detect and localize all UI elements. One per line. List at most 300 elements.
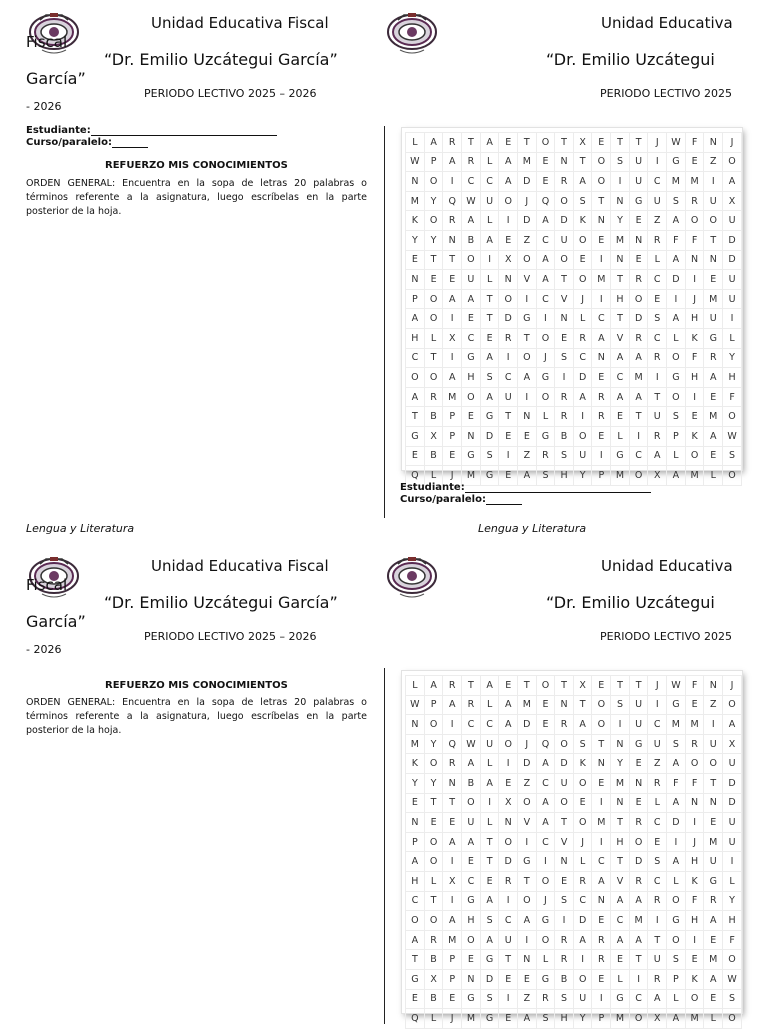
grid-letter[interactable]: X: [573, 133, 592, 153]
grid-letter[interactable]: L: [723, 328, 742, 348]
grid-letter[interactable]: V: [518, 813, 537, 833]
grid-letter[interactable]: A: [723, 172, 742, 192]
grid-letter[interactable]: R: [499, 871, 518, 891]
grid-letter[interactable]: F: [685, 133, 704, 153]
grid-letter[interactable]: M: [667, 172, 686, 192]
grid-letter[interactable]: A: [667, 466, 686, 486]
grid-letter[interactable]: G: [667, 368, 686, 388]
grid-letter[interactable]: I: [518, 930, 537, 950]
grid-letter[interactable]: O: [406, 911, 425, 931]
grid-letter[interactable]: A: [648, 989, 667, 1009]
grid-letter[interactable]: N: [499, 813, 518, 833]
grid-letter[interactable]: S: [648, 852, 667, 872]
grid-letter[interactable]: T: [611, 270, 630, 290]
grid-letter[interactable]: Y: [573, 466, 592, 486]
grid-letter[interactable]: A: [443, 289, 462, 309]
grid-letter[interactable]: R: [555, 407, 574, 427]
grid-letter[interactable]: T: [480, 309, 499, 329]
grid-letter[interactable]: O: [667, 891, 686, 911]
grid-letter[interactable]: H: [611, 289, 630, 309]
grid-letter[interactable]: F: [723, 387, 742, 407]
grid-letter[interactable]: T: [611, 133, 630, 153]
grid-letter[interactable]: C: [462, 871, 481, 891]
grid-letter[interactable]: A: [480, 230, 499, 250]
grid-letter[interactable]: A: [611, 387, 630, 407]
grid-letter[interactable]: M: [611, 773, 630, 793]
grid-letter[interactable]: A: [480, 348, 499, 368]
grid-letter[interactable]: O: [499, 734, 518, 754]
grid-letter[interactable]: K: [573, 754, 592, 774]
grid-letter[interactable]: R: [648, 773, 667, 793]
grid-letter[interactable]: E: [499, 466, 518, 486]
grid-letter[interactable]: M: [667, 715, 686, 735]
grid-letter[interactable]: R: [443, 676, 462, 696]
grid-letter[interactable]: C: [536, 289, 555, 309]
grid-letter[interactable]: D: [480, 969, 499, 989]
grid-letter[interactable]: W: [462, 734, 481, 754]
grid-letter[interactable]: O: [518, 793, 537, 813]
grid-letter[interactable]: R: [555, 387, 574, 407]
grid-letter[interactable]: T: [648, 930, 667, 950]
grid-letter[interactable]: N: [518, 950, 537, 970]
grid-letter[interactable]: T: [424, 891, 443, 911]
grid-letter[interactable]: A: [704, 911, 723, 931]
grid-letter[interactable]: S: [480, 446, 499, 466]
grid-letter[interactable]: U: [629, 695, 648, 715]
grid-letter[interactable]: E: [424, 270, 443, 290]
grid-letter[interactable]: I: [685, 930, 704, 950]
grid-letter[interactable]: I: [723, 309, 742, 329]
grid-letter[interactable]: L: [723, 871, 742, 891]
grid-letter[interactable]: A: [406, 309, 425, 329]
grid-letter[interactable]: X: [648, 1009, 667, 1029]
grid-letter[interactable]: A: [611, 348, 630, 368]
grid-letter[interactable]: C: [648, 715, 667, 735]
grid-letter[interactable]: I: [443, 852, 462, 872]
grid-letter[interactable]: C: [406, 348, 425, 368]
grid-letter[interactable]: A: [667, 309, 686, 329]
grid-letter[interactable]: N: [611, 250, 630, 270]
grid-letter[interactable]: A: [573, 387, 592, 407]
grid-letter[interactable]: M: [611, 466, 630, 486]
grid-letter[interactable]: O: [406, 368, 425, 388]
grid-letter[interactable]: P: [667, 426, 686, 446]
grid-letter[interactable]: N: [629, 773, 648, 793]
grid-letter[interactable]: O: [592, 152, 611, 172]
grid-letter[interactable]: N: [685, 250, 704, 270]
grid-letter[interactable]: N: [443, 773, 462, 793]
grid-letter[interactable]: J: [536, 348, 555, 368]
grid-letter[interactable]: R: [555, 172, 574, 192]
grid-letter[interactable]: I: [648, 695, 667, 715]
grid-letter[interactable]: B: [424, 950, 443, 970]
grid-letter[interactable]: U: [704, 309, 723, 329]
grid-letter[interactable]: L: [480, 754, 499, 774]
grid-letter[interactable]: T: [629, 676, 648, 696]
grid-letter[interactable]: T: [611, 852, 630, 872]
grid-letter[interactable]: I: [443, 891, 462, 911]
grid-letter[interactable]: R: [648, 230, 667, 250]
grid-letter[interactable]: O: [704, 754, 723, 774]
grid-letter[interactable]: N: [704, 793, 723, 813]
grid-letter[interactable]: G: [406, 969, 425, 989]
grid-letter[interactable]: H: [555, 466, 574, 486]
grid-letter[interactable]: D: [499, 852, 518, 872]
grid-letter[interactable]: H: [462, 368, 481, 388]
grid-letter[interactable]: Q: [406, 1009, 425, 1029]
grid-letter[interactable]: R: [648, 969, 667, 989]
grid-letter[interactable]: Z: [518, 446, 537, 466]
grid-letter[interactable]: E: [648, 832, 667, 852]
grid-letter[interactable]: I: [518, 832, 537, 852]
grid-letter[interactable]: A: [667, 793, 686, 813]
grid-letter[interactable]: I: [536, 309, 555, 329]
grid-letter[interactable]: U: [704, 191, 723, 211]
grid-letter[interactable]: C: [536, 230, 555, 250]
grid-letter[interactable]: G: [480, 407, 499, 427]
grid-letter[interactable]: N: [443, 230, 462, 250]
grid-letter[interactable]: T: [480, 852, 499, 872]
grid-letter[interactable]: U: [573, 446, 592, 466]
grid-letter[interactable]: N: [685, 793, 704, 813]
grid-letter[interactable]: U: [480, 191, 499, 211]
grid-letter[interactable]: C: [462, 328, 481, 348]
grid-letter[interactable]: M: [685, 1009, 704, 1029]
grid-letter[interactable]: G: [480, 466, 499, 486]
grid-letter[interactable]: O: [536, 133, 555, 153]
grid-letter[interactable]: R: [704, 891, 723, 911]
grid-letter[interactable]: X: [499, 793, 518, 813]
grid-letter[interactable]: A: [462, 832, 481, 852]
grid-letter[interactable]: O: [573, 426, 592, 446]
grid-letter[interactable]: A: [667, 852, 686, 872]
grid-letter[interactable]: J: [648, 676, 667, 696]
grid-letter[interactable]: O: [462, 793, 481, 813]
grid-letter[interactable]: E: [406, 989, 425, 1009]
grid-letter[interactable]: M: [518, 152, 537, 172]
grid-letter[interactable]: A: [480, 930, 499, 950]
grid-letter[interactable]: H: [723, 368, 742, 388]
grid-letter[interactable]: H: [462, 911, 481, 931]
grid-letter[interactable]: E: [704, 387, 723, 407]
grid-letter[interactable]: E: [499, 773, 518, 793]
grid-letter[interactable]: O: [424, 754, 443, 774]
grid-letter[interactable]: O: [424, 289, 443, 309]
grid-letter[interactable]: A: [592, 328, 611, 348]
grid-letter[interactable]: D: [573, 911, 592, 931]
grid-letter[interactable]: A: [592, 871, 611, 891]
grid-letter[interactable]: F: [685, 676, 704, 696]
grid-letter[interactable]: A: [723, 715, 742, 735]
grid-letter[interactable]: E: [499, 676, 518, 696]
grid-letter[interactable]: P: [424, 695, 443, 715]
grid-letter[interactable]: S: [573, 734, 592, 754]
grid-letter[interactable]: P: [406, 832, 425, 852]
grid-letter[interactable]: H: [723, 911, 742, 931]
grid-letter[interactable]: O: [536, 328, 555, 348]
grid-letter[interactable]: A: [611, 930, 630, 950]
grid-letter[interactable]: T: [704, 773, 723, 793]
grid-letter[interactable]: R: [424, 387, 443, 407]
grid-letter[interactable]: G: [462, 348, 481, 368]
grid-letter[interactable]: G: [536, 368, 555, 388]
grid-letter[interactable]: O: [704, 211, 723, 231]
grid-letter[interactable]: A: [443, 695, 462, 715]
grid-letter[interactable]: B: [424, 446, 443, 466]
grid-letter[interactable]: Q: [536, 191, 555, 211]
grid-letter[interactable]: D: [555, 754, 574, 774]
grid-letter[interactable]: W: [667, 676, 686, 696]
grid-letter[interactable]: L: [424, 1009, 443, 1029]
grid-letter[interactable]: A: [518, 466, 537, 486]
grid-letter[interactable]: T: [704, 230, 723, 250]
grid-letter[interactable]: R: [462, 695, 481, 715]
grid-letter[interactable]: E: [462, 852, 481, 872]
grid-letter[interactable]: W: [406, 152, 425, 172]
grid-letter[interactable]: N: [555, 152, 574, 172]
grid-letter[interactable]: M: [518, 695, 537, 715]
grid-letter[interactable]: F: [667, 230, 686, 250]
grid-letter[interactable]: B: [555, 969, 574, 989]
grid-letter[interactable]: F: [667, 773, 686, 793]
grid-letter[interactable]: J: [685, 289, 704, 309]
grid-letter[interactable]: R: [555, 950, 574, 970]
grid-letter[interactable]: J: [723, 676, 742, 696]
grid-letter[interactable]: O: [573, 270, 592, 290]
grid-letter[interactable]: T: [555, 813, 574, 833]
grid-letter[interactable]: Z: [648, 211, 667, 231]
grid-letter[interactable]: A: [462, 754, 481, 774]
grid-letter[interactable]: N: [704, 676, 723, 696]
grid-letter[interactable]: V: [555, 289, 574, 309]
grid-letter[interactable]: I: [443, 309, 462, 329]
grid-letter[interactable]: Y: [611, 754, 630, 774]
grid-letter[interactable]: I: [555, 911, 574, 931]
grid-letter[interactable]: Q: [536, 734, 555, 754]
grid-letter[interactable]: R: [536, 446, 555, 466]
grid-letter[interactable]: A: [480, 133, 499, 153]
grid-letter[interactable]: G: [462, 989, 481, 1009]
grid-letter[interactable]: U: [480, 734, 499, 754]
grid-letter[interactable]: E: [443, 813, 462, 833]
grid-letter[interactable]: R: [443, 754, 462, 774]
grid-letter[interactable]: I: [592, 793, 611, 813]
grid-letter[interactable]: L: [480, 211, 499, 231]
grid-letter[interactable]: U: [648, 950, 667, 970]
grid-letter[interactable]: P: [443, 426, 462, 446]
grid-letter[interactable]: O: [723, 1009, 742, 1029]
grid-letter[interactable]: U: [704, 852, 723, 872]
grid-letter[interactable]: Z: [518, 773, 537, 793]
grid-letter[interactable]: I: [555, 368, 574, 388]
grid-letter[interactable]: I: [723, 852, 742, 872]
grid-letter[interactable]: A: [704, 969, 723, 989]
grid-letter[interactable]: A: [462, 289, 481, 309]
grid-letter[interactable]: R: [443, 133, 462, 153]
course-blank[interactable]: [112, 147, 148, 148]
grid-letter[interactable]: E: [704, 446, 723, 466]
grid-letter[interactable]: N: [406, 172, 425, 192]
grid-letter[interactable]: E: [704, 930, 723, 950]
grid-letter[interactable]: O: [685, 989, 704, 1009]
grid-letter[interactable]: A: [424, 133, 443, 153]
grid-letter[interactable]: T: [406, 407, 425, 427]
grid-letter[interactable]: N: [406, 813, 425, 833]
grid-letter[interactable]: L: [406, 133, 425, 153]
grid-letter[interactable]: T: [462, 676, 481, 696]
grid-letter[interactable]: I: [648, 911, 667, 931]
grid-letter[interactable]: T: [611, 309, 630, 329]
grid-letter[interactable]: E: [443, 446, 462, 466]
grid-letter[interactable]: G: [611, 446, 630, 466]
grid-letter[interactable]: C: [406, 891, 425, 911]
grid-letter[interactable]: A: [573, 930, 592, 950]
grid-letter[interactable]: O: [462, 930, 481, 950]
grid-letter[interactable]: K: [685, 328, 704, 348]
grid-letter[interactable]: M: [685, 172, 704, 192]
grid-letter[interactable]: Z: [518, 230, 537, 250]
grid-letter[interactable]: A: [704, 368, 723, 388]
grid-letter[interactable]: K: [685, 426, 704, 446]
grid-letter[interactable]: O: [424, 832, 443, 852]
grid-letter[interactable]: N: [611, 793, 630, 813]
grid-letter[interactable]: O: [629, 289, 648, 309]
grid-letter[interactable]: T: [518, 328, 537, 348]
grid-letter[interactable]: F: [685, 773, 704, 793]
grid-letter[interactable]: O: [573, 773, 592, 793]
grid-letter[interactable]: R: [499, 328, 518, 348]
grid-letter[interactable]: N: [555, 695, 574, 715]
grid-letter[interactable]: T: [555, 676, 574, 696]
grid-letter[interactable]: I: [629, 969, 648, 989]
grid-letter[interactable]: A: [536, 793, 555, 813]
grid-letter[interactable]: I: [518, 387, 537, 407]
grid-letter[interactable]: E: [406, 793, 425, 813]
grid-letter[interactable]: T: [518, 133, 537, 153]
grid-letter[interactable]: L: [424, 871, 443, 891]
grid-letter[interactable]: O: [573, 230, 592, 250]
grid-letter[interactable]: R: [629, 813, 648, 833]
grid-letter[interactable]: P: [443, 969, 462, 989]
grid-letter[interactable]: O: [629, 466, 648, 486]
grid-letter[interactable]: H: [685, 368, 704, 388]
grid-letter[interactable]: E: [536, 152, 555, 172]
grid-letter[interactable]: J: [536, 891, 555, 911]
grid-letter[interactable]: L: [667, 328, 686, 348]
grid-letter[interactable]: P: [592, 466, 611, 486]
grid-letter[interactable]: B: [555, 426, 574, 446]
grid-letter[interactable]: E: [480, 328, 499, 348]
grid-letter[interactable]: T: [629, 133, 648, 153]
grid-letter[interactable]: I: [536, 852, 555, 872]
grid-letter[interactable]: K: [685, 969, 704, 989]
grid-letter[interactable]: W: [723, 426, 742, 446]
grid-letter[interactable]: A: [667, 211, 686, 231]
grid-letter[interactable]: M: [611, 230, 630, 250]
grid-letter[interactable]: Y: [424, 191, 443, 211]
grid-letter[interactable]: A: [518, 368, 537, 388]
grid-letter[interactable]: A: [536, 270, 555, 290]
grid-letter[interactable]: A: [518, 911, 537, 931]
grid-letter[interactable]: G: [518, 852, 537, 872]
grid-letter[interactable]: X: [424, 426, 443, 446]
grid-letter[interactable]: A: [443, 368, 462, 388]
grid-letter[interactable]: Y: [723, 348, 742, 368]
grid-letter[interactable]: O: [536, 871, 555, 891]
grid-letter[interactable]: O: [555, 734, 574, 754]
grid-letter[interactable]: A: [648, 446, 667, 466]
grid-letter[interactable]: O: [723, 407, 742, 427]
grid-letter[interactable]: C: [536, 773, 555, 793]
grid-letter[interactable]: A: [629, 930, 648, 950]
grid-letter[interactable]: N: [611, 734, 630, 754]
grid-letter[interactable]: N: [592, 211, 611, 231]
grid-letter[interactable]: N: [406, 270, 425, 290]
grid-letter[interactable]: J: [518, 191, 537, 211]
grid-letter[interactable]: L: [648, 250, 667, 270]
grid-letter[interactable]: M: [629, 368, 648, 388]
grid-letter[interactable]: O: [723, 466, 742, 486]
grid-letter[interactable]: I: [704, 172, 723, 192]
grid-letter[interactable]: E: [518, 969, 537, 989]
grid-letter[interactable]: E: [536, 695, 555, 715]
grid-letter[interactable]: T: [480, 289, 499, 309]
grid-letter[interactable]: E: [629, 754, 648, 774]
grid-letter[interactable]: M: [592, 270, 611, 290]
grid-letter[interactable]: C: [648, 270, 667, 290]
grid-letter[interactable]: G: [536, 426, 555, 446]
grid-letter[interactable]: A: [499, 172, 518, 192]
grid-letter[interactable]: X: [443, 328, 462, 348]
grid-letter[interactable]: T: [480, 832, 499, 852]
grid-letter[interactable]: R: [648, 891, 667, 911]
grid-letter[interactable]: E: [406, 250, 425, 270]
grid-letter[interactable]: R: [685, 734, 704, 754]
grid-letter[interactable]: F: [723, 930, 742, 950]
grid-letter[interactable]: R: [592, 387, 611, 407]
grid-letter[interactable]: V: [611, 871, 630, 891]
grid-letter[interactable]: O: [667, 387, 686, 407]
grid-letter[interactable]: S: [667, 734, 686, 754]
grid-letter[interactable]: B: [424, 989, 443, 1009]
grid-letter[interactable]: R: [629, 270, 648, 290]
grid-letter[interactable]: N: [704, 250, 723, 270]
grid-letter[interactable]: A: [406, 387, 425, 407]
grid-letter[interactable]: J: [573, 289, 592, 309]
grid-letter[interactable]: T: [499, 407, 518, 427]
grid-letter[interactable]: N: [406, 715, 425, 735]
grid-letter[interactable]: L: [480, 695, 499, 715]
grid-letter[interactable]: O: [499, 191, 518, 211]
grid-letter[interactable]: L: [611, 969, 630, 989]
grid-letter[interactable]: D: [629, 852, 648, 872]
grid-letter[interactable]: S: [667, 950, 686, 970]
grid-letter[interactable]: I: [685, 813, 704, 833]
grid-letter[interactable]: J: [443, 466, 462, 486]
grid-letter[interactable]: O: [723, 950, 742, 970]
grid-letter[interactable]: R: [648, 348, 667, 368]
grid-letter[interactable]: C: [536, 832, 555, 852]
grid-letter[interactable]: I: [499, 348, 518, 368]
grid-letter[interactable]: A: [536, 754, 555, 774]
grid-letter[interactable]: A: [573, 715, 592, 735]
grid-letter[interactable]: Z: [704, 152, 723, 172]
grid-letter[interactable]: K: [573, 211, 592, 231]
grid-letter[interactable]: A: [667, 250, 686, 270]
grid-letter[interactable]: E: [685, 695, 704, 715]
grid-letter[interactable]: G: [536, 969, 555, 989]
grid-letter[interactable]: W: [667, 133, 686, 153]
